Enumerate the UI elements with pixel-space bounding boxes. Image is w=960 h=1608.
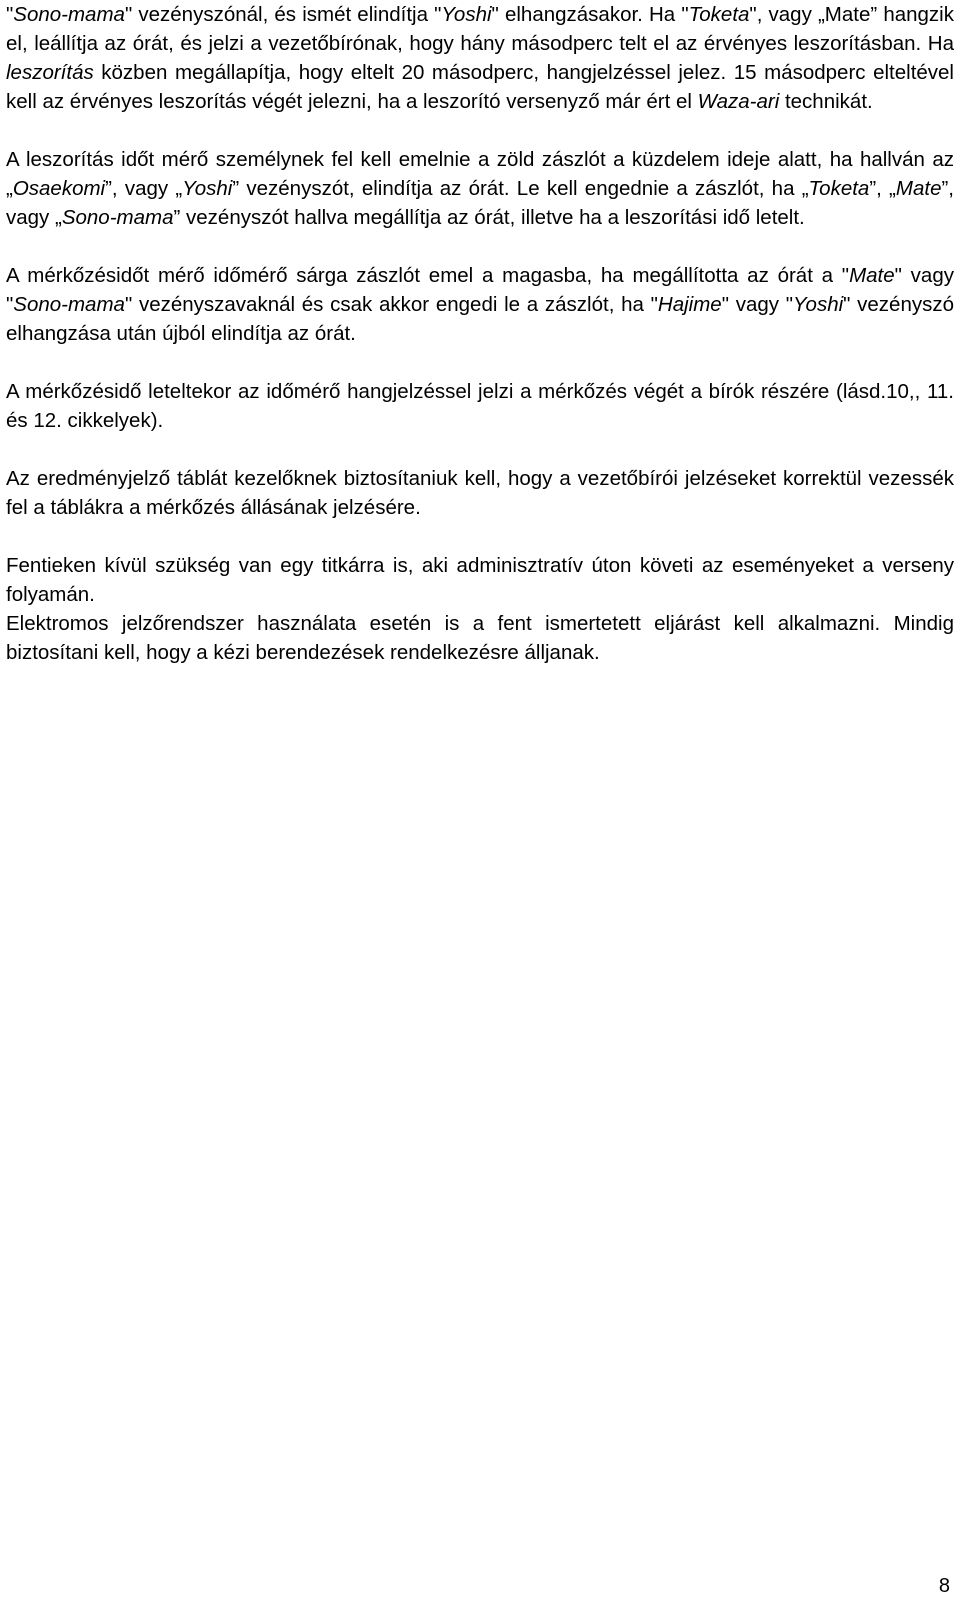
text-run-italic: Sono-mama [13,293,125,316]
paragraph-spacer [6,116,954,145]
text-run: " [6,3,14,26]
text-run: technikát. [779,90,873,113]
text-run-italic: Waza-ari [697,90,780,113]
paragraph [6,464,954,522]
text-run-italic: Yoshi [441,3,492,26]
page-number: 8 [938,1575,950,1597]
text-run: ”, vagy „ [6,177,954,229]
text-run-italic: Hajime [657,293,722,316]
text-run: A mérkőzésidőt mérő időmérő sárga zászlót emel a magasba, ha megállította az órát a " [6,264,850,287]
text-run: Fentieken kívül szükség van egy titkárra is, aki adminisztratív úton követi az eseményeket a verseny folyamán. [6,554,954,606]
text-run-italic: Mate [849,264,895,287]
text-run: közben megállapítja, hogy eltelt 20 másodperc, hangjelzéssel jelez. 15 másodperc elteltével kell az érvényes leszorítás végét jelezni, ha a leszorító versenyző már ért el [6,61,954,113]
text-run-italic: Sono-mama [61,206,174,229]
text-run-italic: Yoshi [793,293,844,316]
text-run-italic: Yoshi [182,177,233,200]
paragraph-spacer [6,435,954,464]
document-page [6,0,954,667]
text-run-italic: Mate [895,177,942,200]
text-run: A leszorítás időt mérő személynek fel kell emelnie a zöld zászlót a küzdelem ideje alatt, ha hallván az „ [6,148,954,200]
text-run: A mérkőzésidő leteltekor az időmérő hangjelzéssel jelzi a mérkőzés végét a bírók részére (lásd.10,, 11. és 12. cikkelyek). [6,380,954,432]
text-run-italic: Osaekomi [12,177,106,200]
text-run-italic: Toketa [808,177,870,200]
text-run: " vagy " [6,264,954,316]
text-run: ", vagy „Mate” hangzik el, leállítja az órát, és jelzi a vezetőbírónak, hogy hány másodperc telt el az érvényes leszorításban. Ha [6,3,954,55]
text-run: ”, vagy „ [105,177,183,200]
text-run: " vezényszó elhangzása után újból elindítja az órát. [6,293,955,345]
paragraph [6,0,954,116]
paragraph-spacer [6,232,954,261]
text-run: " elhangzásakor. Ha " [491,3,689,26]
text-run-italic: leszorítás [6,61,94,84]
text-run: Az eredményjelző táblát kezelőknek biztosítaniuk kell, hogy a vezetőbírói jelzéseket korrektül vezessék fel a táblákra a mérkőzés állásának jelzésére. [6,467,954,519]
paragraph [6,261,954,348]
text-run: " vezényszónál, és ismét elindítja " [124,3,442,26]
text-run: ”, „ [869,177,896,200]
text-run: ” vezényszót hallva megállítja az órát, illetve ha a leszorítási idő letelt. [173,206,805,229]
paragraph-spacer [6,348,954,377]
paragraph [6,551,954,609]
text-run: ” vezényszót, elindítja az órát. Le kell engednie a zászlót, ha „ [232,177,809,200]
text-run-italic: Toketa [688,3,750,26]
paragraph-spacer [6,522,954,551]
text-run: Elektromos jelzőrendszer használata esetén is a fent ismertetett eljárást kell alkalmazni. Mindig biztosítani kell, hogy a kézi berendezések rendelkezésre álljanak. [6,612,954,664]
paragraph [6,377,954,435]
text-run: " vagy " [721,293,793,316]
text-run: " vezényszavaknál és csak akkor engedi le a zászlót, ha " [124,293,658,316]
paragraph [6,145,954,232]
text-run-italic: Sono-mama [13,3,125,26]
paragraph [6,609,954,667]
